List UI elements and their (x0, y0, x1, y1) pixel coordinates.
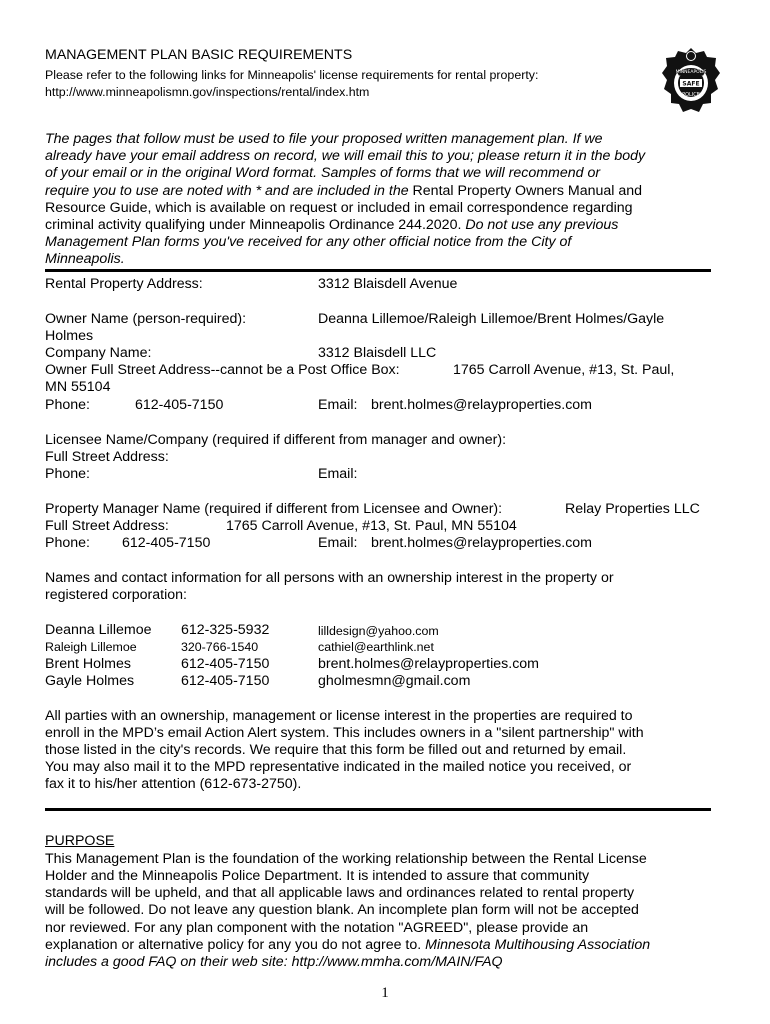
manager-label: Property Manager Name (required if different from Licensee and Owner): (45, 501, 503, 517)
contact-email: brent.holmes@relayproperties.com (318, 656, 540, 672)
company-name-value: 3312 Blaisdell LLC (318, 345, 437, 361)
intro-para-italic: Do not use any previous (465, 217, 619, 233)
section-divider (45, 269, 711, 272)
interests-text: Names and contact information for all persons with an ownership interest in the property or (45, 570, 614, 586)
intro-text: Please refer to the following links for Minneapolis' license requirements for rental property: (45, 68, 539, 82)
badge-bottom-text: POLICE (682, 92, 700, 98)
page-number: 1 (381, 985, 389, 1001)
owner-phone-label: Phone: (45, 397, 90, 413)
owner-address-value: 1765 Carroll Avenue, #13, St. Paul, (453, 362, 675, 378)
intro-para-line: Resource Guide, which is available on request or included in email correspondence regarding (45, 200, 633, 216)
purpose-para-line: nor reviewed. For any plan component with the notation "AGREED", please provide an (45, 920, 589, 936)
manager-phone-label: Phone: (45, 535, 90, 551)
manager-email-value: brent.holmes@relayproperties.com (371, 535, 593, 551)
purpose-faq-link[interactable]: includes a good FAQ on their web site: http://www.mmha.com/MAIN/FAQ (45, 954, 503, 970)
purpose-para-line (45, 937, 650, 954)
contact-name: Brent Holmes (45, 656, 131, 672)
badge-center-text: SAFE (682, 80, 700, 88)
intro-para-normal: Rental Property Owners Manual and (412, 183, 643, 199)
contact-email: gholmesmn@gmail.com (318, 673, 471, 689)
contact-phone: 320-766-1540 (181, 640, 259, 654)
contact-name: Raleigh Lillemoe (45, 640, 137, 654)
owner-email-value: brent.holmes@relayproperties.com (371, 397, 593, 413)
licensee-phone-label: Phone: (45, 466, 90, 482)
purpose-heading (45, 833, 114, 850)
police-badge-logo (660, 46, 722, 120)
parties-para-line: enroll in the MPD’s email Action Alert system. This includes owners in a "silent partnership" with (45, 725, 644, 741)
licensee-email-label: Email: (318, 466, 358, 482)
intro-para-normal: criminal activity qualifying under Minneapolis Ordinance 244.2020. (45, 217, 466, 233)
purpose-heading-text: PURPOSE (45, 833, 115, 849)
property-address-label: Rental Property Address: (45, 276, 203, 292)
contact-phone: 612-325-5932 (181, 622, 270, 638)
owner-email-label: Email: (318, 397, 358, 413)
intro-para-italic: require you to use are noted with * and are included in the (45, 183, 413, 199)
licensee-address-label: Full Street Address: (45, 449, 169, 465)
intro-para-line: Management Plan forms you've received for any other official notice from the City of (45, 234, 572, 250)
contact-phone: 612-405-7150 (181, 656, 270, 672)
manager-address-value: 1765 Carroll Avenue, #13, St. Paul, MN 55104 (226, 518, 517, 534)
manager-address-label: Full Street Address: (45, 518, 169, 534)
manager-phone-value: 612-405-7150 (122, 535, 211, 551)
owner-address-label: Owner Full Street Address--cannot be a Post Office Box: (45, 362, 400, 378)
intro-para-line: of your email or in the original Word format. Samples of forms that we will recommend or (45, 165, 601, 181)
parties-para-line: You may also mail it to the MPD representative indicated in the mailed notice you received, or (45, 759, 632, 775)
purpose-para-line: This Management Plan is the foundation of the working relationship between the Rental License (45, 851, 647, 867)
rental-url-link[interactable]: http://www.minneapolismn.gov/inspections/rental/index.htm (45, 85, 370, 99)
intro-para-line: Minneapolis. (45, 251, 125, 267)
company-name-label: Company Name: (45, 345, 152, 361)
purpose-para-normal: explanation or alternative policy for any you do not agree to. (45, 937, 426, 953)
licensee-label: Licensee Name/Company (required if different from manager and owner): (45, 432, 507, 448)
owner-name-value-cont: Holmes (45, 328, 94, 344)
interests-text: registered corporation: (45, 587, 187, 603)
intro-para-line (45, 183, 642, 200)
manager-email-label: Email: (318, 535, 358, 551)
purpose-para-italic: Minnesota Multihousing Association (425, 937, 651, 953)
manager-value: Relay Properties LLC (565, 501, 700, 517)
parties-para-line: All parties with an ownership, management or license interest in the properties are required to (45, 708, 633, 724)
contact-name: Deanna Lillemoe (45, 622, 152, 638)
property-address-value: 3312 Blaisdell Avenue (318, 276, 458, 292)
purpose-para-line: Holder and the Minneapolis Police Department. It is intended to assure that community (45, 868, 590, 884)
intro-para-line: already have your email address on record, we will email this to you; please return it in the body (45, 148, 646, 164)
section-divider (45, 808, 711, 811)
owner-address-value-cont: MN 55104 (45, 379, 111, 395)
intro-para-line: The pages that follow must be used to file your proposed written management plan. If we (45, 131, 603, 147)
parties-para-line: fax it to his/her attention (612-673-2750). (45, 776, 302, 792)
parties-para-line: those listed in the city's records. We require that this form be filled out and returned by email. (45, 742, 627, 758)
document-title: MANAGEMENT PLAN BASIC REQUIREMENTS (45, 47, 353, 63)
owner-phone-value: 612-405-7150 (135, 397, 224, 413)
contact-name: Gayle Holmes (45, 673, 135, 689)
contact-email: lilldesign@yahoo.com (318, 624, 439, 638)
owner-name-label: Owner Name (person-required): (45, 311, 247, 327)
intro-para-line (45, 217, 618, 234)
badge-top-text: MINNEAPOLIS (675, 70, 707, 75)
owner-name-value: Deanna Lillemoe/Raleigh Lillemoe/Brent Holmes/Gayle (318, 311, 665, 327)
contact-email: cathiel@earthlink.net (318, 640, 434, 654)
purpose-para-line: will be followed. Do not leave any question blank. An incomplete plan form will not be accepted (45, 902, 639, 918)
purpose-para-line: standards will be upheld, and that all applicable laws and ordinances related to rental property (45, 885, 635, 901)
contact-phone: 612-405-7150 (181, 673, 270, 689)
